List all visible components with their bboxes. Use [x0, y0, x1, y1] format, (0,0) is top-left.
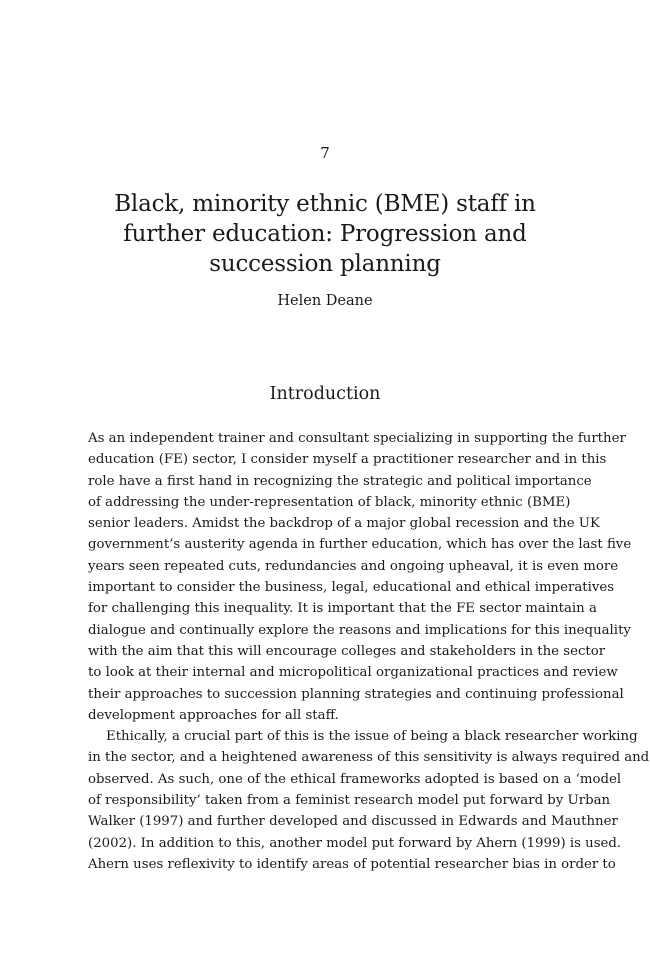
paragraph-line: development approaches for all staff.	[88, 707, 339, 723]
paragraph-line: to look at their internal and micropolitical organizational practices and review	[88, 665, 618, 681]
paragraph-line: observed. As such, one of the ethical frameworks adopted is based on a ‘model	[88, 771, 622, 787]
paragraph-line: role have a first hand in recognizing the strategic and political importance	[88, 473, 592, 489]
chapter-title-line: Black, minority ethnic (BME) staff in	[114, 191, 536, 217]
chapter-title-line: succession planning	[209, 251, 441, 277]
chapter-title	[100, 189, 550, 279]
paragraph-line: of addressing the under-representation of black, minority ethnic (BME)	[88, 494, 571, 510]
paragraph-line: Walker (1997) and further developed and discussed in Edwards and Mauthner	[88, 814, 618, 830]
paragraph-line: Ethically, a crucial part of this is the issue of being a black researcher working	[106, 729, 638, 745]
paragraph-line: As an independent trainer and consultant specializing in supporting the further	[88, 431, 626, 446]
paragraph-line: their approaches to succession planning strategies and continuing professional	[88, 686, 624, 702]
paragraph-line: senior leaders. Amidst the backdrop of a major global recession and the UK	[88, 516, 600, 532]
paragraph-line: of responsibility’ taken from a feminist research model put forward by Urban	[88, 793, 611, 809]
paragraph-line: important to consider the business, legal, educational and ethical imperatives	[88, 580, 615, 596]
paragraph-line: dialogue and continually explore the reasons and implications for this inequality	[88, 622, 631, 638]
paragraph-line: education (FE) sector, I consider myself a practitioner researcher and in this	[88, 452, 607, 468]
paragraph-line: with the aim that this will encourage colleges and stakeholders in the sector	[88, 643, 606, 659]
paragraph-line: years seen repeated cuts, redundancies and ongoing upheaval, it is even more	[88, 558, 619, 574]
chapter-number: 7	[320, 144, 330, 162]
paragraph-line: (2002). In addition to this, another model put forward by Ahern (1999) is used.	[88, 835, 622, 851]
paragraph-line: government’s austerity agenda in further education, which has over the last five	[88, 537, 632, 553]
chapter-title-line: further education: Progression and	[123, 221, 527, 247]
chapter-author: Helen Deane	[277, 293, 373, 309]
paragraph-line: for challenging this inequality. It is important that the FE sector maintain a	[88, 601, 597, 617]
paragraph-line: in the sector, and a heightened awareness of this sensitivity is always required and	[88, 750, 650, 766]
section-heading: Introduction	[269, 384, 381, 404]
paragraph-line: Ahern uses reflexivity to identify areas of potential researcher bias in order to	[88, 856, 616, 872]
body-text	[88, 428, 650, 875]
